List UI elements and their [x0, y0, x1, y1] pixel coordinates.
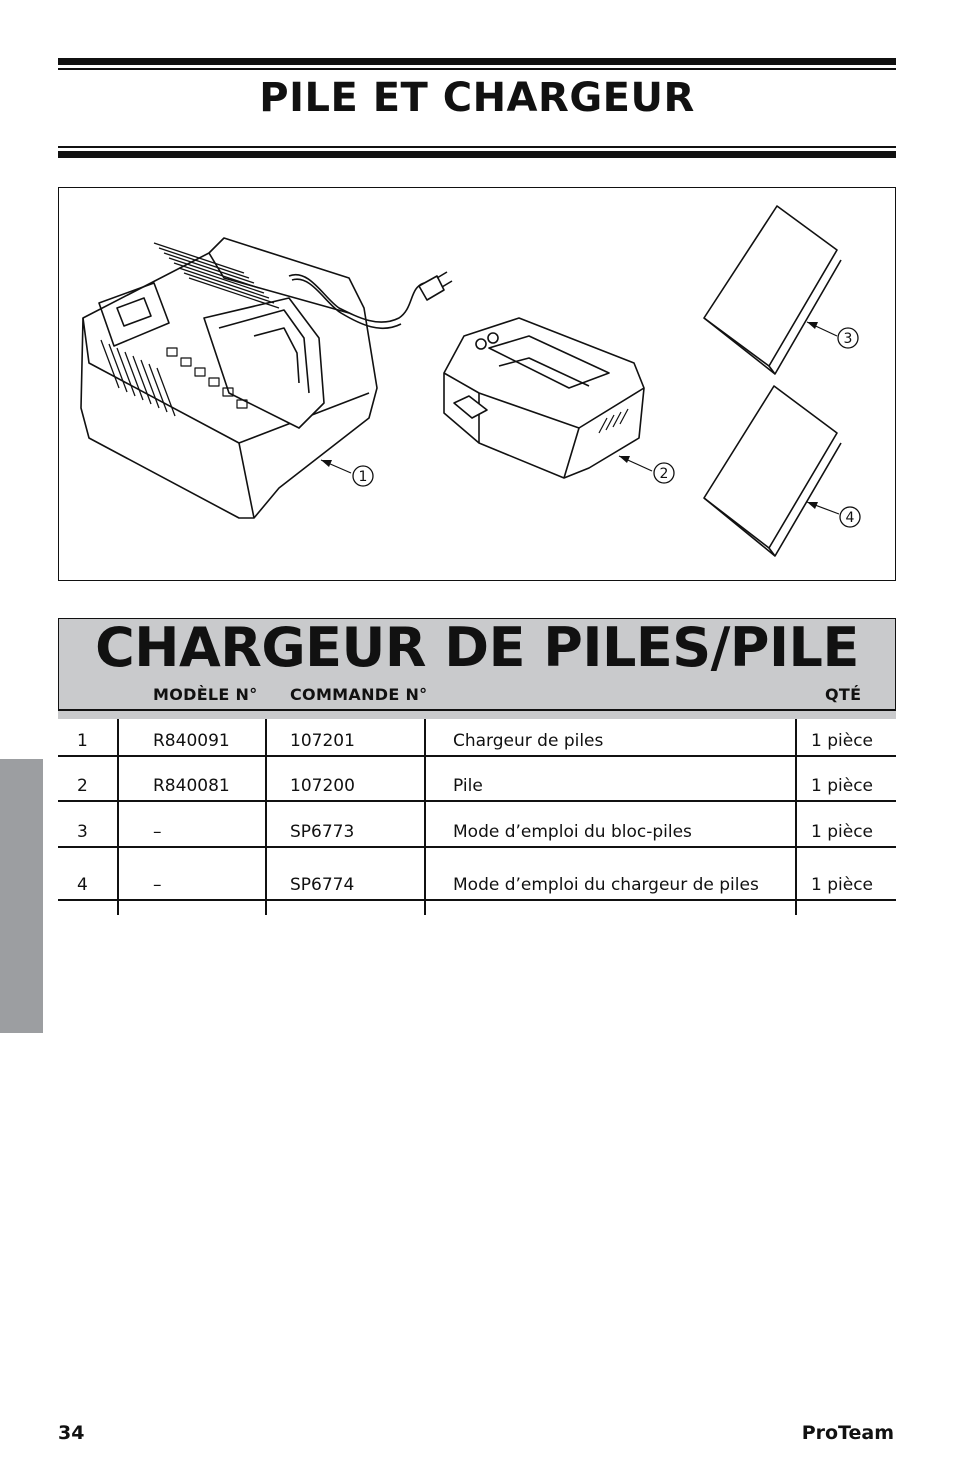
callout-2: 2 [659, 466, 669, 482]
row-number: 1 [77, 731, 88, 751]
callout-3: 3 [843, 331, 853, 347]
quantity: 1 pièce [811, 822, 873, 842]
row-divider [58, 899, 896, 901]
description: Mode d’emploi du chargeur de piles [453, 875, 759, 895]
row-divider [58, 800, 896, 802]
manual-4-drawing [704, 386, 841, 556]
model-number: R840081 [153, 776, 230, 796]
section-side-tab [0, 759, 43, 1033]
title-rule-top-thick [58, 58, 896, 65]
title-rule-top-thin [58, 68, 896, 70]
column-header-order: COMMANDE N° [290, 685, 428, 704]
row-number: 3 [77, 822, 88, 842]
column-divider [795, 719, 797, 915]
description: Chargeur de piles [453, 731, 604, 751]
column-divider [424, 719, 426, 915]
row-number: 4 [77, 875, 88, 895]
battery-charger-drawing [81, 238, 452, 518]
title-rule-bottom-thick [58, 151, 896, 158]
callout-4: 4 [845, 510, 855, 526]
order-number: 107201 [290, 731, 355, 751]
table-header-band [58, 711, 896, 719]
battery-pack-drawing [444, 318, 644, 478]
parts-table-header [58, 618, 896, 715]
row-number: 2 [77, 776, 88, 796]
brand-name: ProTeam [801, 1422, 894, 1444]
model-number: R840091 [153, 731, 230, 751]
callout-1: 1 [358, 469, 368, 485]
order-number: 107200 [290, 776, 355, 796]
order-number: SP6774 [290, 875, 355, 895]
parts-illustration [58, 187, 896, 581]
row-divider [58, 846, 896, 848]
title-rule-bottom-thin [58, 146, 896, 148]
model-number: – [153, 875, 162, 895]
description: Pile [453, 776, 483, 796]
quantity: 1 pièce [811, 731, 873, 751]
column-divider [117, 719, 119, 915]
order-number: SP6773 [290, 822, 355, 842]
column-header-model: MODÈLE N° [153, 685, 258, 704]
page-title: PILE ET CHARGEUR [259, 75, 695, 121]
page-number: 34 [58, 1422, 85, 1444]
quantity: 1 pièce [811, 776, 873, 796]
column-header-qty: QTÉ [825, 685, 862, 704]
model-number: – [153, 822, 162, 842]
column-divider [265, 719, 267, 915]
manual-3-drawing [704, 206, 841, 374]
row-divider [58, 755, 896, 757]
description: Mode d’emploi du bloc-piles [453, 822, 692, 842]
table-title: CHARGEUR DE PILES/PILE [95, 616, 859, 679]
quantity: 1 pièce [811, 875, 873, 895]
